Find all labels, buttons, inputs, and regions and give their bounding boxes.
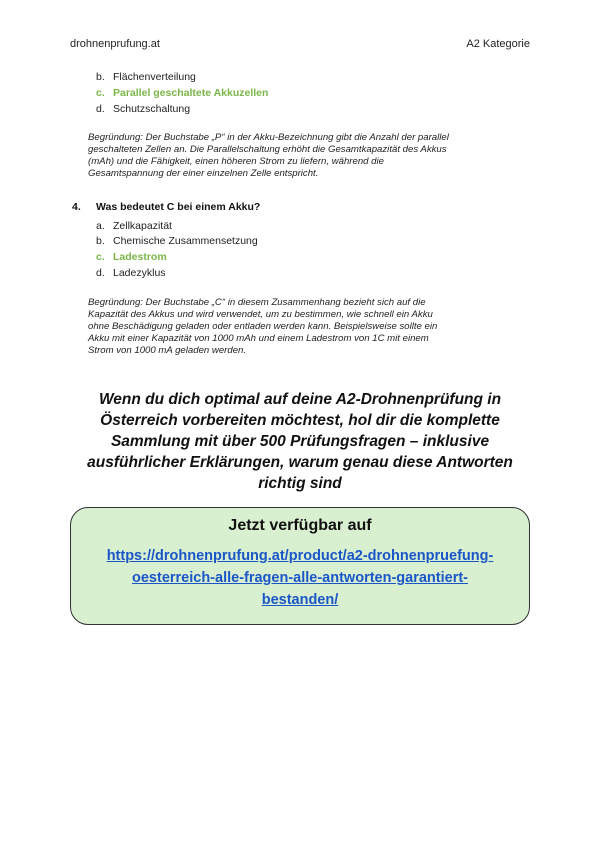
- option-letter: c.: [96, 251, 105, 263]
- question-number: 4.: [72, 201, 81, 213]
- option-text: Parallel geschaltete Akkuzellen: [113, 87, 269, 99]
- reason-line: Strom von 1000 mA geladen werden.: [88, 345, 247, 356]
- option-text: Ladestrom: [113, 251, 167, 263]
- question-text: Was bedeutet C bei einem Akku?: [96, 201, 261, 213]
- reason-line: Akku mit einer Kapazität von 1000 mAh und einem Ladestrom von 1C mit einem: [88, 333, 429, 344]
- option-letter: d.: [96, 103, 105, 115]
- option-letter: a.: [96, 220, 105, 232]
- answer-option-d: [96, 267, 166, 279]
- reason-line: Kapazität des Akkus und wird verwendet, um zu bestimmen, wie schnell ein Akku: [88, 309, 433, 320]
- reason-line: ohne Beschädigung geladen oder entladen werden kann. Beispielsweise sollte ein: [88, 321, 438, 332]
- promo-text: [70, 389, 530, 494]
- option-letter: b.: [96, 235, 105, 247]
- reason-line: geschalteten Zellen an. Die Parallelschaltung erhöht die Gesamtkapazität des Akkus: [88, 144, 447, 155]
- answer-option-b: [96, 71, 196, 83]
- option-text: Ladezyklus: [113, 267, 166, 279]
- option-text: Flächenverteilung: [113, 71, 196, 83]
- option-letter: b.: [96, 71, 105, 83]
- reason-line: Gesamtspannung der einer einzelnen Zelle entspricht.: [88, 168, 319, 179]
- promo-line: Wenn du dich optimal auf deine A2-Drohnenprüfung in: [98, 391, 502, 408]
- prev-question-reason: [88, 132, 508, 180]
- answer-option-c-correct: [96, 87, 268, 99]
- promo-line: Österreich vorbereiten möchtest, hol dir die komplette: [100, 412, 500, 429]
- question-4-reason: [88, 297, 508, 357]
- category-label: A2 Kategorie: [466, 38, 530, 50]
- reason-line: Begründung: Der Buchstabe „P“ in der Akku-Bezeichnung gibt die Anzahl der parallel: [88, 132, 449, 143]
- answer-option-a: [96, 220, 172, 232]
- link-line[interactable]: https://drohnenprufung.at/product/a2-drohnenpruefung-: [106, 548, 494, 564]
- cta-box: [70, 507, 530, 625]
- link-line[interactable]: bestanden/: [261, 592, 339, 608]
- answer-option-c-correct: [96, 251, 167, 263]
- answer-option-d: [96, 103, 190, 115]
- option-text: Zellkapazität: [113, 220, 172, 232]
- reason-line: (mAh) und die Fähigkeit, einen höheren Strom zu liefern, während die: [88, 156, 384, 167]
- promo-line: richtig sind: [258, 475, 342, 492]
- link-line[interactable]: oesterreich-alle-fragen-alle-antworten-garantiert-: [132, 570, 468, 586]
- option-text: Chemische Zusammensetzung: [113, 235, 258, 247]
- site-name: drohnenprufung.at: [70, 38, 160, 50]
- product-link[interactable]: [80, 545, 520, 611]
- promo-line: Sammlung mit über 500 Prüfungsfragen – inklusive: [110, 433, 490, 450]
- cta-title: Jetzt verfügbar auf: [228, 517, 372, 534]
- reason-line: Begründung: Der Buchstabe „C“ in diesem Zusammenhang bezieht sich auf die: [88, 297, 426, 308]
- option-letter: c.: [96, 87, 105, 99]
- option-text: Schutzschaltung: [113, 103, 191, 115]
- promo-line: ausführlicher Erklärungen, warum genau diese Antworten: [87, 454, 513, 471]
- option-letter: d.: [96, 267, 105, 279]
- answer-option-b: [96, 235, 258, 247]
- question-4-title: [72, 201, 260, 213]
